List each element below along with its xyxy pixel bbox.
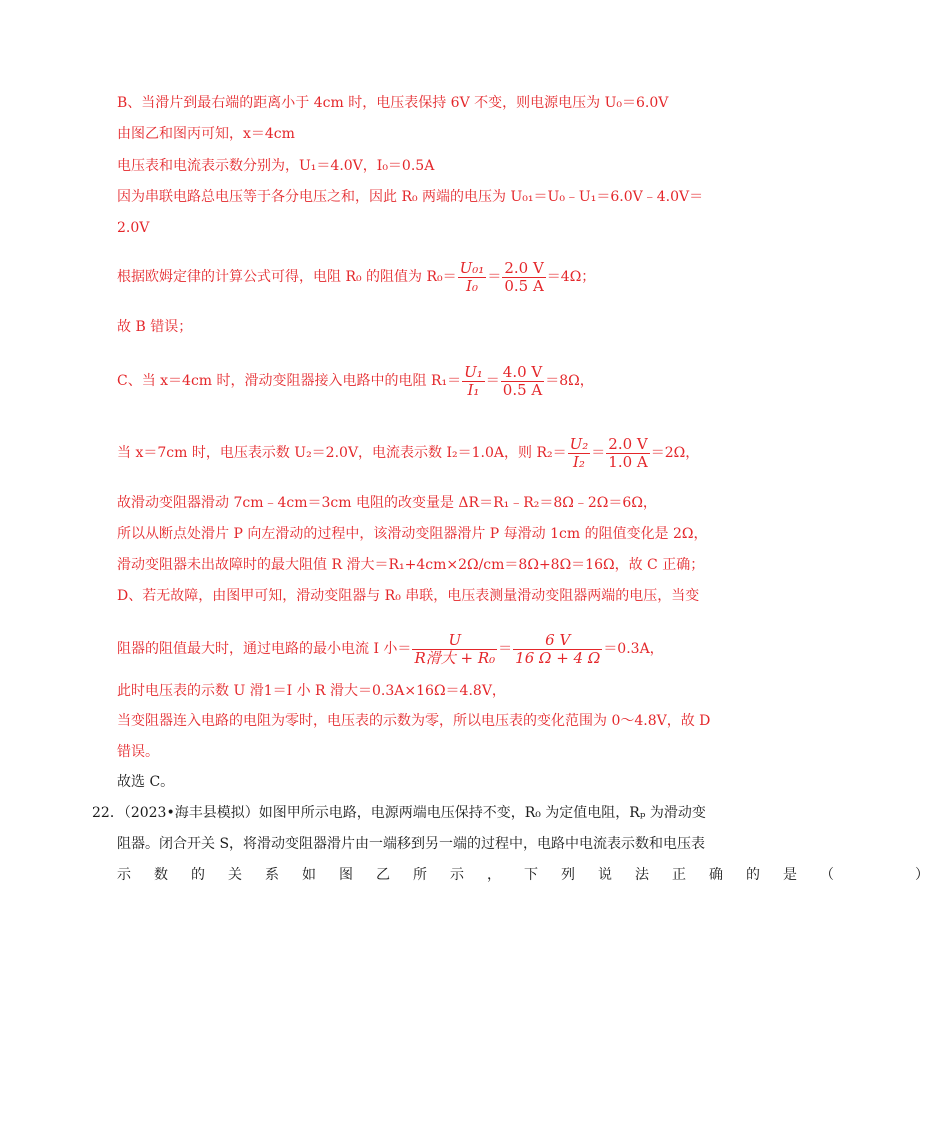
question-22-line-2: 阻器。闭合开关 S，将滑动变阻器滑片由一端移到另一端的过程中，电路中电流表示数和电压表 bbox=[117, 836, 706, 852]
question-22-line-3 bbox=[117, 866, 929, 884]
solution-line-7: 故 B 错误； bbox=[117, 319, 193, 335]
fraction-numerator: U₁ bbox=[464, 362, 483, 381]
ohm-law-text: 根据欧姆定律的计算公式可得，电阻 R₀ 的阻值为 R₀＝ bbox=[117, 269, 457, 285]
fraction bbox=[501, 364, 544, 399]
fraction-denominator: I₁ bbox=[462, 381, 485, 399]
fraction bbox=[606, 436, 649, 471]
fraction-numerator: 2.0 V bbox=[504, 258, 544, 277]
fraction bbox=[462, 364, 485, 399]
ohm-law-line: 根据欧姆定律的计算公式可得，电阻 R₀ 的阻值为 R₀＝ $\frac{\text{U₀₁}}{\text{I₀}}$ ＝ $\frac{2.0 V}{0.5 A}$ ＝4Ω； bbox=[117, 258, 596, 295]
option-c-text: C、当 x＝4cm 时，滑动变阻器接入电路中的电阻 R₁＝ bbox=[117, 373, 462, 389]
fraction-denominator: 0.5 A bbox=[504, 276, 544, 295]
fraction-numerator: U bbox=[448, 630, 462, 649]
fraction-numerator: U₂ bbox=[569, 434, 589, 453]
fraction-numerator: 2.0 V bbox=[608, 434, 648, 453]
solution-line-15: 此时电压表的示数 U 滑1＝I 小 R 滑大＝0.3A×16Ω＝4.8V， bbox=[117, 683, 506, 699]
fraction-denominator: 1.0 A bbox=[608, 452, 648, 471]
fraction bbox=[568, 436, 591, 471]
answer-line: 故选 C。 bbox=[117, 774, 175, 790]
fraction-denominator: I₂ bbox=[568, 453, 591, 471]
answer-blank-close: ） bbox=[915, 867, 929, 883]
solution-line-17: 错误。 bbox=[117, 744, 159, 760]
option-c-result: ＝8Ω， bbox=[545, 373, 594, 389]
solution-line-3: 电压表和电流表示数分别为，U₁＝4.0V，I₀＝0.5A bbox=[117, 158, 435, 174]
x7-text: 当 x＝7cm 时，电压表示数 U₂＝2.0V，电流表示数 I₂＝1.0A，则 R₂＝ bbox=[117, 445, 567, 461]
solution-line-13: D、若无故障，由图甲可知，滑动变阻器与 R₀ 串联，电压表测量滑动变阻器两端的电压，当变 bbox=[117, 588, 700, 604]
min-current-line: 阻器的阻值最大时，通过电路的最小电流 I 小＝ $\frac{U}{\text{R滑大 + R₀}}$ ＝ $\frac{6 V}{16 \Omega + 4 \Omega}$ ＝0.3A， bbox=[117, 630, 664, 667]
fraction bbox=[513, 632, 602, 667]
x7-result: ＝2Ω， bbox=[650, 445, 700, 461]
min-current-text: 阻器的阻值最大时，通过电路的最小电流 I 小＝ bbox=[117, 641, 412, 657]
x7-line: 当 x＝7cm 时，电压表示数 U₂＝2.0V，电流表示数 I₂＝1.0A，则 R₂＝ $\frac{\text{U₂}}{\text{I₂}}$ ＝ $\frac{2.0 V}{1.0 A}$ ＝2Ω， bbox=[117, 434, 700, 471]
question-22-line-1: 22．（2023•海丰县模拟）如图甲所示电路，电源两端电压保持不变，R₀ 为定值电阻，Rₚ 为滑动变 bbox=[92, 805, 706, 821]
solution-line-1: B、当滑片到最右端的距离小于 4cm 时，电压表保持 6V 不变，则电源电压为 U₀＝6.0V bbox=[117, 95, 669, 111]
ohm-law-result: ＝4Ω； bbox=[546, 269, 596, 285]
solution-line-10: 故滑动变阻器滑动 7cm﹣4cm＝3cm 电阻的改变量是 ΔR＝R₁﹣R₂＝8Ω﹣2Ω＝6Ω， bbox=[117, 495, 657, 511]
option-c-line: C、当 x＝4cm 时，滑动变阻器接入电路中的电阻 R₁＝ $\frac{\text{U₁}}{\text{I₁}}$ ＝ $\frac{4.0 V}{0.5 A}$ ＝8Ω， bbox=[117, 362, 594, 399]
fraction bbox=[458, 260, 487, 295]
fraction bbox=[502, 260, 545, 295]
fraction-numerator: U₀₁ bbox=[459, 258, 485, 277]
solution-line-4: 因为串联电路总电压等于各分电压之和，因此 R₀ 两端的电压为 U₀₁＝U₀﹣U₁＝6.0V﹣4.0V＝ bbox=[117, 189, 704, 205]
solution-line-12: 滑动变阻器未出故障时的最大阻值 R 滑大＝R₁+4cm×2Ω/cm＝8Ω+8Ω＝16Ω，故 C 正确； bbox=[117, 557, 705, 573]
min-current-result: ＝0.3A， bbox=[603, 641, 664, 657]
fraction-denominator: I₀ bbox=[458, 277, 487, 295]
solution-line-2: 由图乙和图丙可知，x＝4cm bbox=[117, 126, 295, 142]
question-22-stem: 示数的关系如图乙所示，下列说法正确的是（ bbox=[117, 867, 857, 883]
fraction-numerator: 6 V bbox=[545, 630, 571, 649]
solution-line-5: 2.0V bbox=[117, 220, 150, 236]
fraction-denominator: 16 Ω + 4 Ω bbox=[515, 648, 601, 667]
fraction bbox=[412, 632, 497, 667]
fraction-denominator: R滑大 + R₀ bbox=[414, 648, 496, 667]
solution-line-11: 所以从断点处滑片 P 向左滑动的过程中，该滑动变阻器滑片 P 每滑动 1cm 的阻值变化是 2Ω， bbox=[117, 526, 708, 542]
fraction-numerator: 4.0 V bbox=[502, 362, 543, 381]
solution-line-16: 当变阻器连入电路的电阻为零时，电压表的示数为零，所以电压表的变化范围为 0～4.8V，故 D bbox=[117, 713, 711, 729]
fraction-denominator: 0.5 A bbox=[502, 380, 543, 399]
